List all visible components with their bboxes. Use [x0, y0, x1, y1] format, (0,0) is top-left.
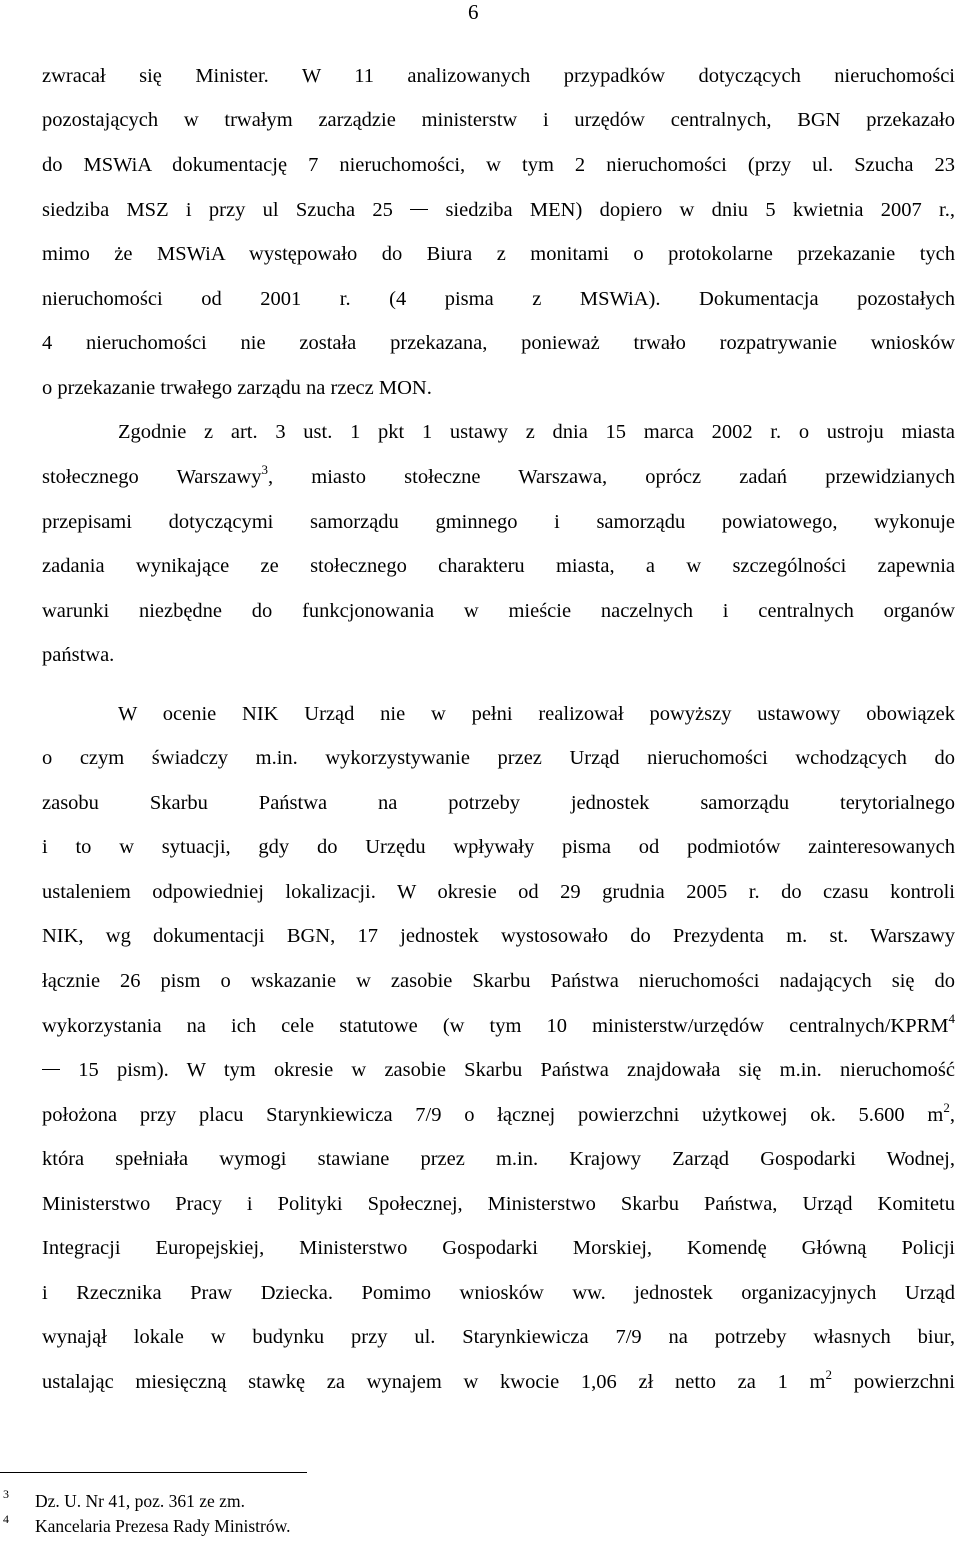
- text-segment: , miasto stołeczne Warszawa, oprócz zadań przewidzianych: [267, 466, 956, 488]
- text-segment: stołecznego Warszawy: [42, 466, 262, 488]
- text-line: o czym świadczy m.in. wykorzystywanie przez Urząd nieruchomości wchodzących do: [42, 747, 955, 769]
- superscript: 2: [943, 1100, 950, 1115]
- text-line: Zgodnie z art. 3 ust. 1 pkt 1 ustawy z dnia 15 marca 2002 r. o ustroju miasta: [118, 421, 955, 443]
- text-line: [42, 1011, 955, 1041]
- text-line: [42, 1055, 955, 1085]
- text-line: zadania wynikające ze stołecznego charakteru miasta, a w szczególności zapewnia: [42, 555, 955, 577]
- text-line: 4 nieruchomości nie została przekazana, ponieważ trwało rozpatrywanie wniosków: [42, 332, 955, 354]
- text-line: ustaleniem odpowiedniej lokalizacji. W okresie od 29 grudnia 2005 r. do czasu kontroli: [42, 881, 955, 903]
- footnote-mark: 3: [3, 1487, 9, 1501]
- text-segment: powierzchni: [853, 1371, 956, 1393]
- text-line: przepisami dotyczącymi samorządu gminnego i samorządu powiatowego, wykonuje: [42, 511, 955, 533]
- footnote-text: Kancelaria Prezesa Rady Ministrów.: [35, 1516, 291, 1536]
- footnote-ref: 4: [948, 1011, 955, 1026]
- text-line: [42, 1100, 955, 1130]
- text-segment: siedziba MEN) dopiero w dniu 5 kwietnia 2007 r.,: [445, 199, 956, 221]
- footnote-ref: 3: [261, 462, 268, 477]
- text-line: warunki niezbędne do funkcjonowania w mieście naczelnych i centralnych organów: [42, 600, 955, 622]
- text-segment: 15 pism). W tym okresie w zasobie Skarbu Państwa znajdowała się m.in. nieruchomość: [78, 1059, 955, 1081]
- text-segment: położona przy placu Starynkiewicza 7/9 o łącznej powierzchni użytkowej ok. 5.600 m: [42, 1104, 944, 1126]
- text-line: mimo że MSWiA występowało do Biura z monitami o protokolarne przekazanie tych: [42, 243, 955, 265]
- text-line: wynajął lokale w budynku przy ul. Starynkiewicza 7/9 na potrzeby własnych biur,: [42, 1326, 955, 1348]
- text-line: [42, 462, 955, 492]
- text-line: [42, 1367, 955, 1397]
- text-line: państwa.: [42, 644, 115, 666]
- footnote-separator: [0, 1472, 307, 1473]
- text-line: Integracji Europejskiej, Ministerstwo Gospodarki Morskiej, Komendę Główną Policji: [42, 1237, 955, 1259]
- text-line: NIK, wg dokumentacji BGN, 17 jednostek wystosowało do Prezydenta m. st. Warszawy: [42, 925, 955, 947]
- em-dash: [410, 209, 428, 210]
- text-line: o przekazanie trwałego zarządu na rzecz MON.: [42, 377, 432, 399]
- text-line: [42, 195, 955, 225]
- text-segment: ,: [949, 1104, 955, 1126]
- text-segment: ustalając miesięczną stawkę za wynajem w kwocie 1,06 zł netto za 1 m: [42, 1371, 826, 1393]
- text-line: i Rzecznika Praw Dziecka. Pomimo wniosków ww. jednostek organizacyjnych Urząd: [42, 1282, 955, 1304]
- page-number: 6: [468, 0, 479, 24]
- text-line: łącznie 26 pism o wskazanie w zasobie Skarbu Państwa nieruchomości nadających się do: [42, 970, 955, 992]
- text-line: zasobu Skarbu Państwa na potrzeby jednostek samorządu terytorialnego: [42, 792, 955, 814]
- em-dash: [42, 1069, 60, 1070]
- text-line: i to w sytuacji, gdy do Urzędu wpływały pisma od podmiotów zainteresowanych: [42, 836, 955, 858]
- footnote-mark: 4: [3, 1512, 9, 1526]
- superscript: 2: [825, 1367, 832, 1382]
- text-line: W ocenie NIK Urząd nie w pełni realizował powyższy ustawowy obowiązek: [118, 703, 955, 725]
- footnote-text: Dz. U. Nr 41, poz. 361 ze zm.: [35, 1491, 245, 1511]
- text-segment: wykorzystania na ich cele statutowe (w tym 10 ministerstw/urzędów centralnych/KPRM: [42, 1015, 949, 1037]
- text-line: pozostających w trwałym zarządzie ministerstw i urzędów centralnych, BGN przekazało: [42, 109, 955, 131]
- text-line: zwracał się Minister. W 11 analizowanych przypadków dotyczących nieruchomości: [42, 65, 955, 87]
- text-line: nieruchomości od 2001 r. (4 pisma z MSWiA). Dokumentacja pozostałych: [42, 288, 955, 310]
- text-line: Ministerstwo Pracy i Polityki Społecznej, Ministerstwo Skarbu Państwa, Urząd Komitetu: [42, 1193, 955, 1215]
- text-line: która spełniała wymogi stawiane przez m.in. Krajowy Zarząd Gospodarki Wodnej,: [42, 1148, 955, 1170]
- text-segment: siedziba MSZ i przy ul Szucha 25: [42, 199, 393, 221]
- text-line: do MSWiA dokumentację 7 nieruchomości, w tym 2 nieruchomości (przy ul. Szucha 23: [42, 154, 955, 176]
